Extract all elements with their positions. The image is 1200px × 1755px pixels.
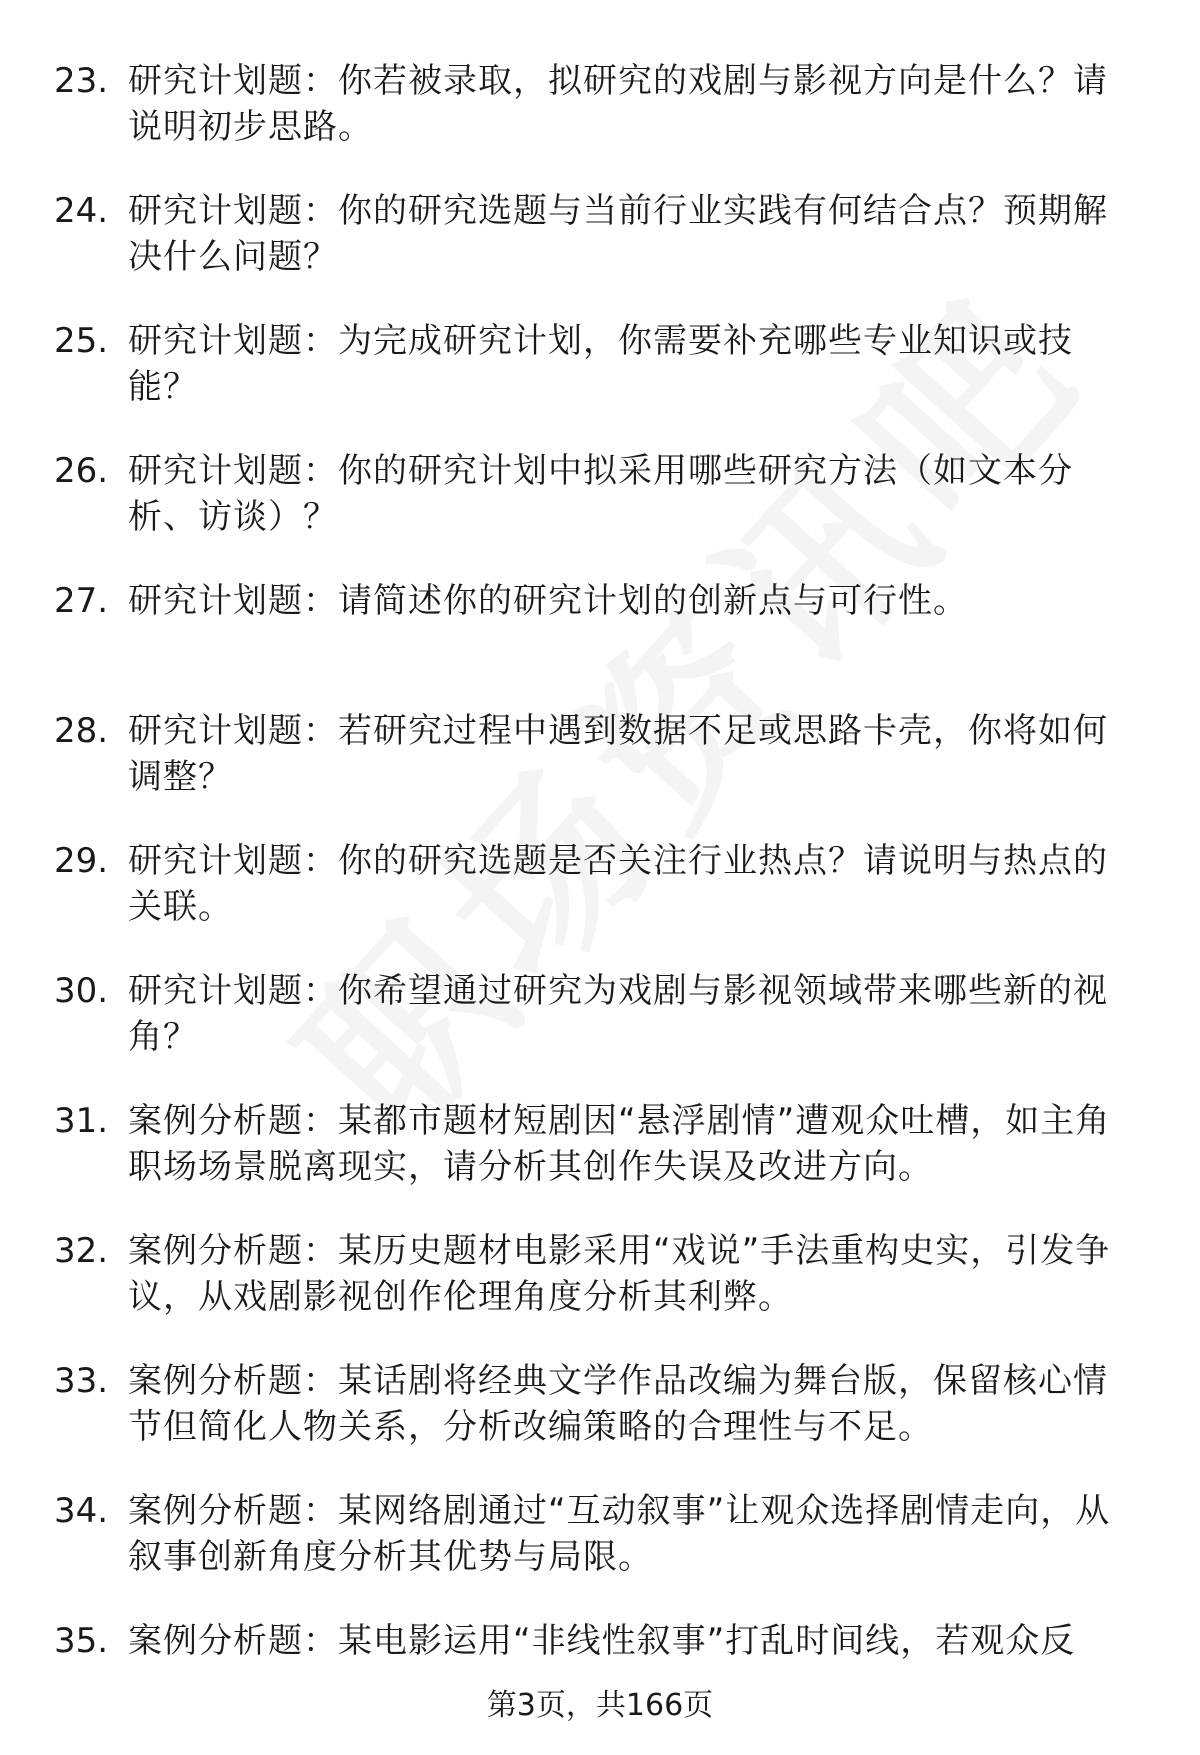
question-text: 研究计划题：你的研究选题与当前行业实践有何结合点？预期解决什么问题？ xyxy=(128,191,1108,277)
question-number: 30. xyxy=(54,971,109,1011)
question-item-28 xyxy=(0,708,1200,838)
question-text: 案例分析题：某电影运用“非线性叙事”打乱时间线，若观众反 xyxy=(128,1621,1076,1661)
question-number: 27. xyxy=(54,581,109,621)
question-item-30 xyxy=(0,968,1200,1098)
question-text: 研究计划题：你的研究计划中拟采用哪些研究方法（如文本分析、访谈）？ xyxy=(128,451,1073,537)
question-number: 34. xyxy=(54,1491,109,1531)
question-number: 24. xyxy=(54,191,109,231)
question-number: 23. xyxy=(54,61,109,101)
question-number: 29. xyxy=(54,841,109,881)
question-item-27 xyxy=(0,578,1200,708)
question-text: 研究计划题：为完成研究计划，你需要补充哪些专业知识或技能？ xyxy=(128,321,1073,407)
question-number: 25. xyxy=(54,321,109,361)
question-text: 研究计划题：你希望通过研究为戏剧与影视领域带来哪些新的视角？ xyxy=(128,971,1108,1057)
question-number: 31. xyxy=(54,1101,109,1141)
question-item-34 xyxy=(0,1488,1200,1618)
question-text: 研究计划题：若研究过程中遇到数据不足或思路卡壳，你将如何调整？ xyxy=(128,711,1108,797)
question-item-31 xyxy=(0,1098,1200,1228)
question-text: 案例分析题：某都市题材短剧因“悬浮剧情”遭观众吐槽，如主角职场场景脱离现实，请分析其创作失误及改进方向。 xyxy=(128,1101,1111,1187)
question-item-26 xyxy=(0,448,1200,578)
question-item-35 xyxy=(0,1618,1200,1748)
question-item-32 xyxy=(0,1228,1200,1358)
question-text: 研究计划题：你的研究选题是否关注行业热点？请说明与热点的关联。 xyxy=(128,841,1108,927)
question-text: 研究计划题：你若被录取，拟研究的戏剧与影视方向是什么？请说明初步思路。 xyxy=(128,61,1108,147)
question-item-23 xyxy=(0,58,1200,188)
question-text: 案例分析题：某网络剧通过“互动叙事”让观众选择剧情走向，从叙事创新角度分析其优势与局限。 xyxy=(128,1491,1111,1577)
question-item-25 xyxy=(0,318,1200,448)
question-item-24 xyxy=(0,188,1200,318)
question-list xyxy=(0,58,1200,1748)
question-text: 案例分析题：某话剧将经典文学作品改编为舞台版，保留核心情节但简化人物关系，分析改编策略的合理性与不足。 xyxy=(128,1361,1108,1447)
question-number: 32. xyxy=(54,1231,109,1271)
question-number: 28. xyxy=(54,711,109,751)
question-number: 26. xyxy=(54,451,109,491)
page-footer: 第3页，共166页 xyxy=(486,1688,714,1723)
question-text: 研究计划题：请简述你的研究计划的创新点与可行性。 xyxy=(128,581,968,621)
question-number: 33. xyxy=(54,1361,109,1401)
question-item-29 xyxy=(0,838,1200,968)
question-text: 案例分析题：某历史题材电影采用“戏说”手法重构史实，引发争议，从戏剧影视创作伦理角度分析其利弊。 xyxy=(128,1231,1111,1317)
question-item-33 xyxy=(0,1358,1200,1488)
question-number: 35. xyxy=(54,1621,109,1661)
